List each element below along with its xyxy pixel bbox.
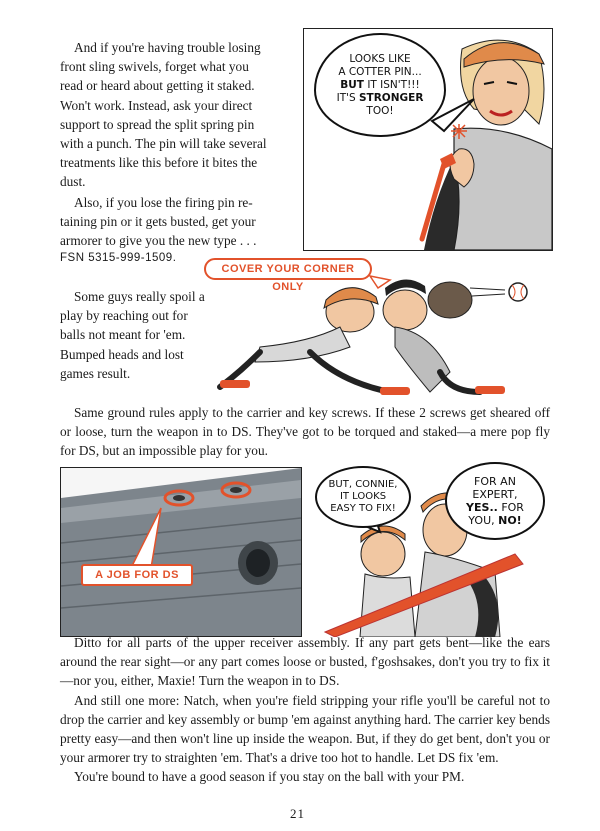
- comic-panel-connie: [305, 462, 553, 637]
- speech-bubble-cotter-pin: LOOKS LIKE A COTTER PIN... BUT IT ISN'T!!! IT'S STRONGER TOO!: [314, 33, 446, 137]
- page-number: 21: [290, 806, 305, 821]
- paragraph-ground-rules: Same ground rules apply to the carrier and key screws. If these 2 screws get sheared off or loose, turn the weapon in to DS. They've got to be torqued and staked—a mere pop fly for DS, but an impossible play for you.: [60, 405, 550, 459]
- closing-text-block: [60, 633, 550, 787]
- paragraph-firing-pin: Also, if you lose the firing pin re- taining pin or it gets busted, get your armorer to give you the new type . . .: [60, 194, 257, 249]
- baseball-icon: [509, 283, 527, 301]
- paragraph-carrier-key: And still one more: Natch, when you're field stripping your rifle you'll be careful not to drop the carrier and key assembly or bump 'em against anything hard. The carrier key bends pretty easy—and then won't line up inside the weapon. But, if they do get bent, don't you or your armorer try to straighten 'em. That's a drive too hot to handle. Let DS fix 'em.: [60, 692, 550, 766]
- paragraph-good-season: You're bound to have a good season if you stay on the ball with your PM.: [74, 769, 465, 785]
- speech-bubble-connie: FOR AN EXPERT, YES.. FOR YOU, NO!: [445, 462, 545, 540]
- paragraph-upper-receiver: Ditto for all parts of the upper receiver assembly. If any part gets bent—like the ears around the rear sight—or any part comes loose or busted, f'goshsakes, don't you try to fix it—nor you, either, Maxie! Turn the weapon in to DS.: [60, 635, 550, 689]
- comic-panel-cotter-pin: [303, 28, 553, 251]
- paragraph-spoil-play: Some guys really spoil a play by reaching out for balls not meant for 'em. Bumped heads and lost games result.: [60, 289, 205, 381]
- label-cover-corner: COVER YOUR CORNER ONLY: [204, 258, 372, 280]
- fsn-number: FSN 5315-999-1509.: [60, 252, 177, 265]
- comic-panel-receiver: [60, 467, 302, 637]
- paragraph-sling-swivels: And if you're having trouble losing front sling swivels, forget what you read or heard about getting it staked. Won't work. Instead, ask your direct support to spread the split spring pin with a punch. The pin will take several treatments like this before it bites the dust.: [60, 40, 267, 190]
- receiver-illustration: [61, 468, 301, 636]
- intro-text-block: [60, 38, 292, 264]
- label-job-for-ds: A JOB FOR DS: [81, 564, 193, 586]
- speech-bubble-boy: BUT, CONNIE, IT LOOKS EASY TO FIX!: [315, 466, 411, 528]
